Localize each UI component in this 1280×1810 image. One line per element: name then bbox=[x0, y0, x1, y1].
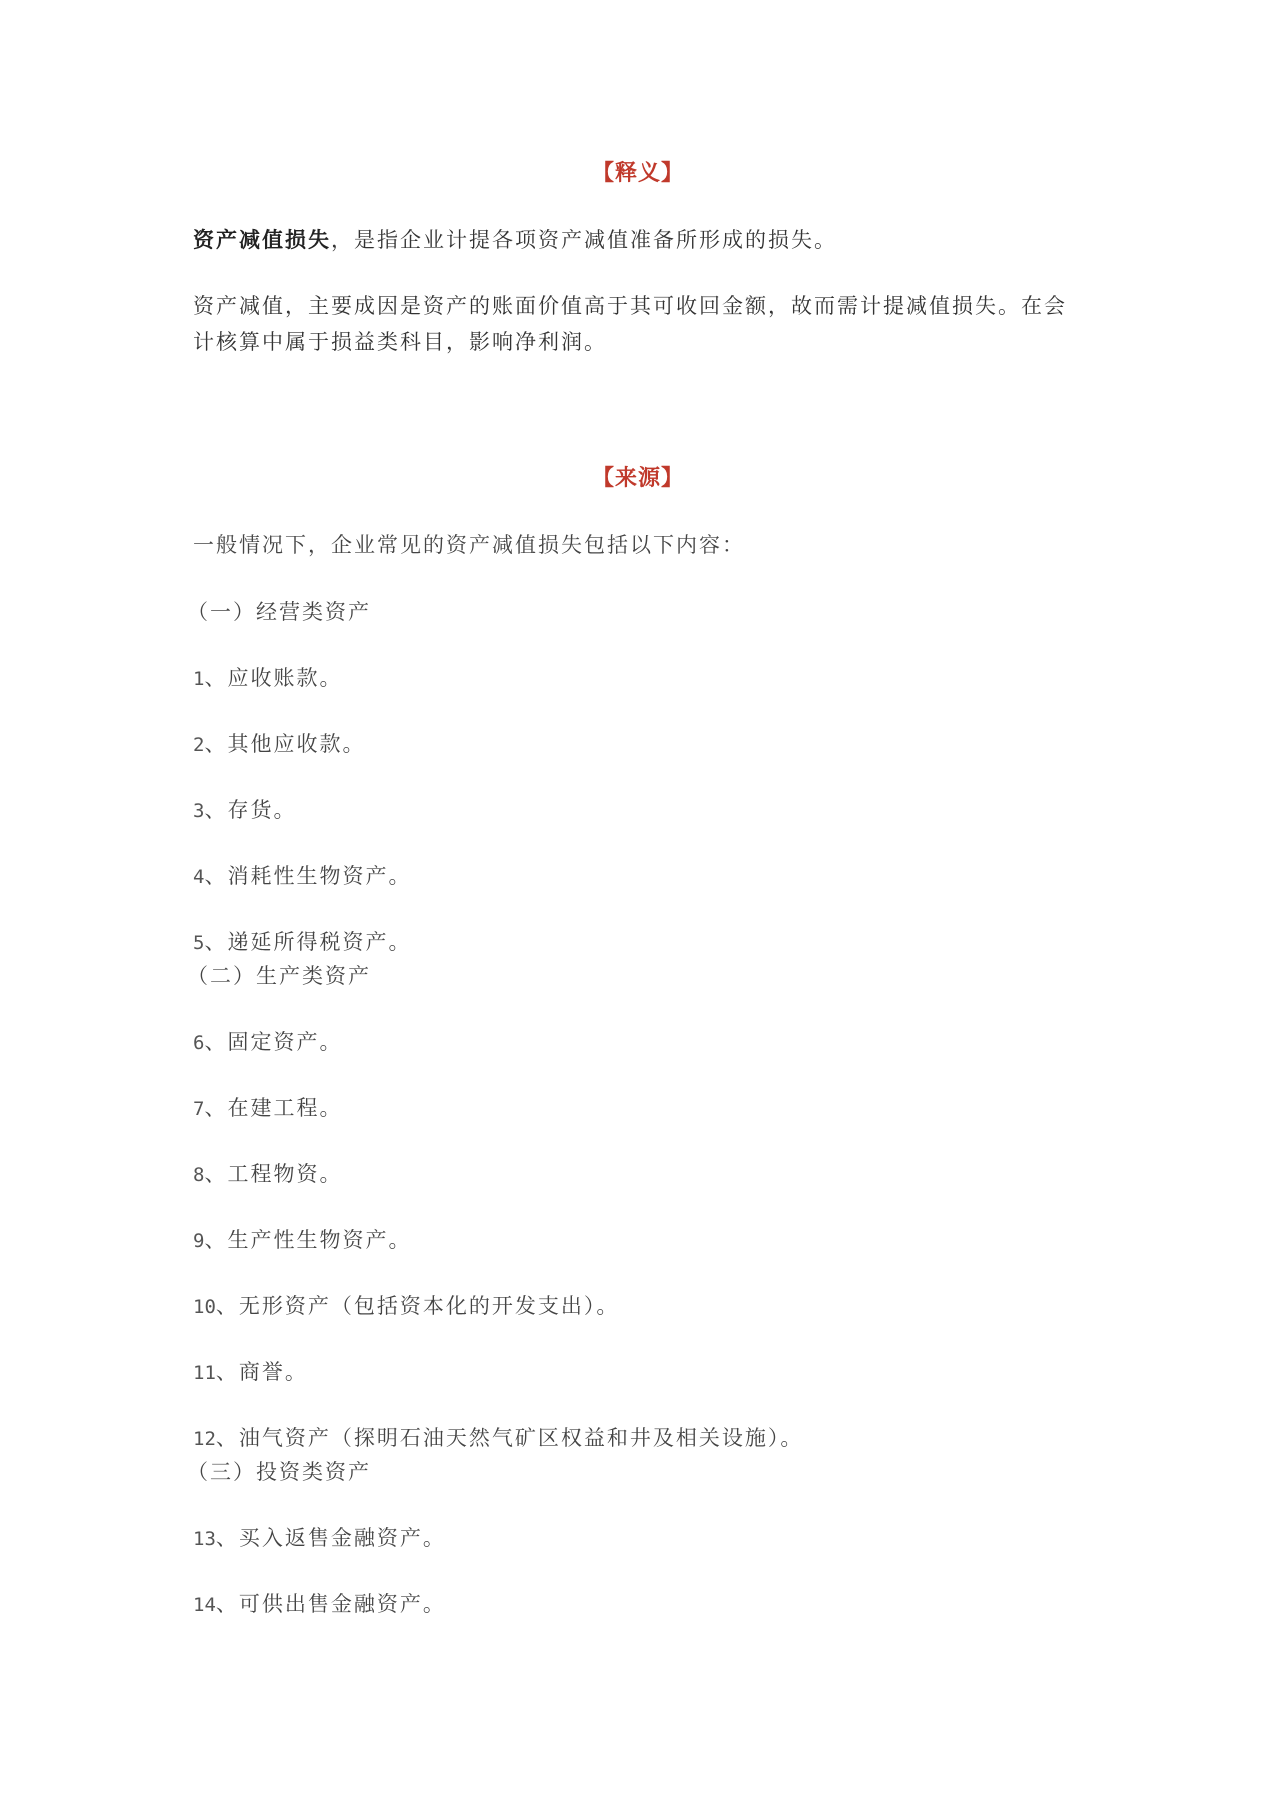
item-number: 4 bbox=[193, 866, 205, 888]
item-number: 5 bbox=[193, 932, 205, 954]
item-number: 1 bbox=[193, 668, 205, 690]
group-label-production: （二）生产类资产 bbox=[187, 964, 371, 988]
list-item bbox=[193, 663, 342, 694]
group-label-operating: （一）经营类资产 bbox=[187, 600, 371, 624]
item-text: 、油气资产（探明石油天然气矿区权益和井及相关设施）。 bbox=[215, 1426, 804, 1450]
item-number: 2 bbox=[193, 734, 205, 756]
item-text: 、生产性生物资产。 bbox=[204, 1228, 412, 1252]
list-item bbox=[193, 1589, 446, 1620]
list-item bbox=[193, 1357, 308, 1388]
item-number: 9 bbox=[193, 1230, 205, 1252]
item-text: 、存货。 bbox=[204, 798, 297, 822]
item-number: 12 bbox=[193, 1428, 216, 1450]
item-number: 11 bbox=[193, 1362, 216, 1384]
item-number: 3 bbox=[193, 800, 205, 822]
definition-term-rest: ，是指企业计提各项资产减值准备所形成的损失。 bbox=[331, 228, 837, 252]
item-text: 、无形资产（包括资本化的开发支出）。 bbox=[215, 1294, 620, 1318]
item-number: 10 bbox=[193, 1296, 216, 1318]
item-number: 14 bbox=[193, 1594, 216, 1616]
item-text: 、消耗性生物资产。 bbox=[204, 864, 412, 888]
item-text: 、其他应收款。 bbox=[204, 732, 366, 756]
source-heading: 【来源】 bbox=[591, 465, 684, 491]
group-label-investment: （三）投资类资产 bbox=[187, 1460, 371, 1484]
definition-heading: 【释义】 bbox=[591, 160, 684, 186]
item-number: 6 bbox=[193, 1032, 205, 1054]
item-text: 、应收账款。 bbox=[204, 666, 343, 690]
item-text: 、工程物资。 bbox=[204, 1162, 343, 1186]
item-text: 、递延所得税资产。 bbox=[204, 930, 412, 954]
list-item bbox=[193, 1159, 342, 1190]
item-text: 、买入返售金融资产。 bbox=[215, 1526, 446, 1550]
list-item bbox=[193, 861, 411, 892]
list-item bbox=[193, 1093, 342, 1124]
definition-paragraph-2: 资产减值，主要成因是资产的账面价值高于其可收回金额，故而需计提减值损失。在会计核算中属于损益类科目，影响净利润。 bbox=[193, 294, 1067, 354]
item-number: 8 bbox=[193, 1164, 205, 1186]
item-text: 、固定资产。 bbox=[204, 1030, 343, 1054]
item-text: 、商誉。 bbox=[215, 1360, 308, 1384]
item-text: 、可供出售金融资产。 bbox=[215, 1592, 446, 1616]
list-item bbox=[193, 1423, 803, 1454]
item-number: 13 bbox=[193, 1528, 216, 1550]
item-number: 7 bbox=[193, 1098, 205, 1120]
list-item bbox=[193, 795, 296, 826]
source-intro: 一般情况下，企业常见的资产减值损失包括以下内容： bbox=[193, 533, 745, 557]
list-item bbox=[193, 1291, 619, 1322]
definition-paragraph-1 bbox=[193, 222, 1083, 258]
definition-term: 资产减值损失 bbox=[193, 227, 331, 252]
list-item bbox=[193, 729, 365, 760]
list-item bbox=[193, 927, 411, 958]
list-item bbox=[193, 1027, 342, 1058]
list-item bbox=[193, 1523, 446, 1554]
list-item bbox=[193, 1225, 411, 1256]
item-text: 、在建工程。 bbox=[204, 1096, 343, 1120]
